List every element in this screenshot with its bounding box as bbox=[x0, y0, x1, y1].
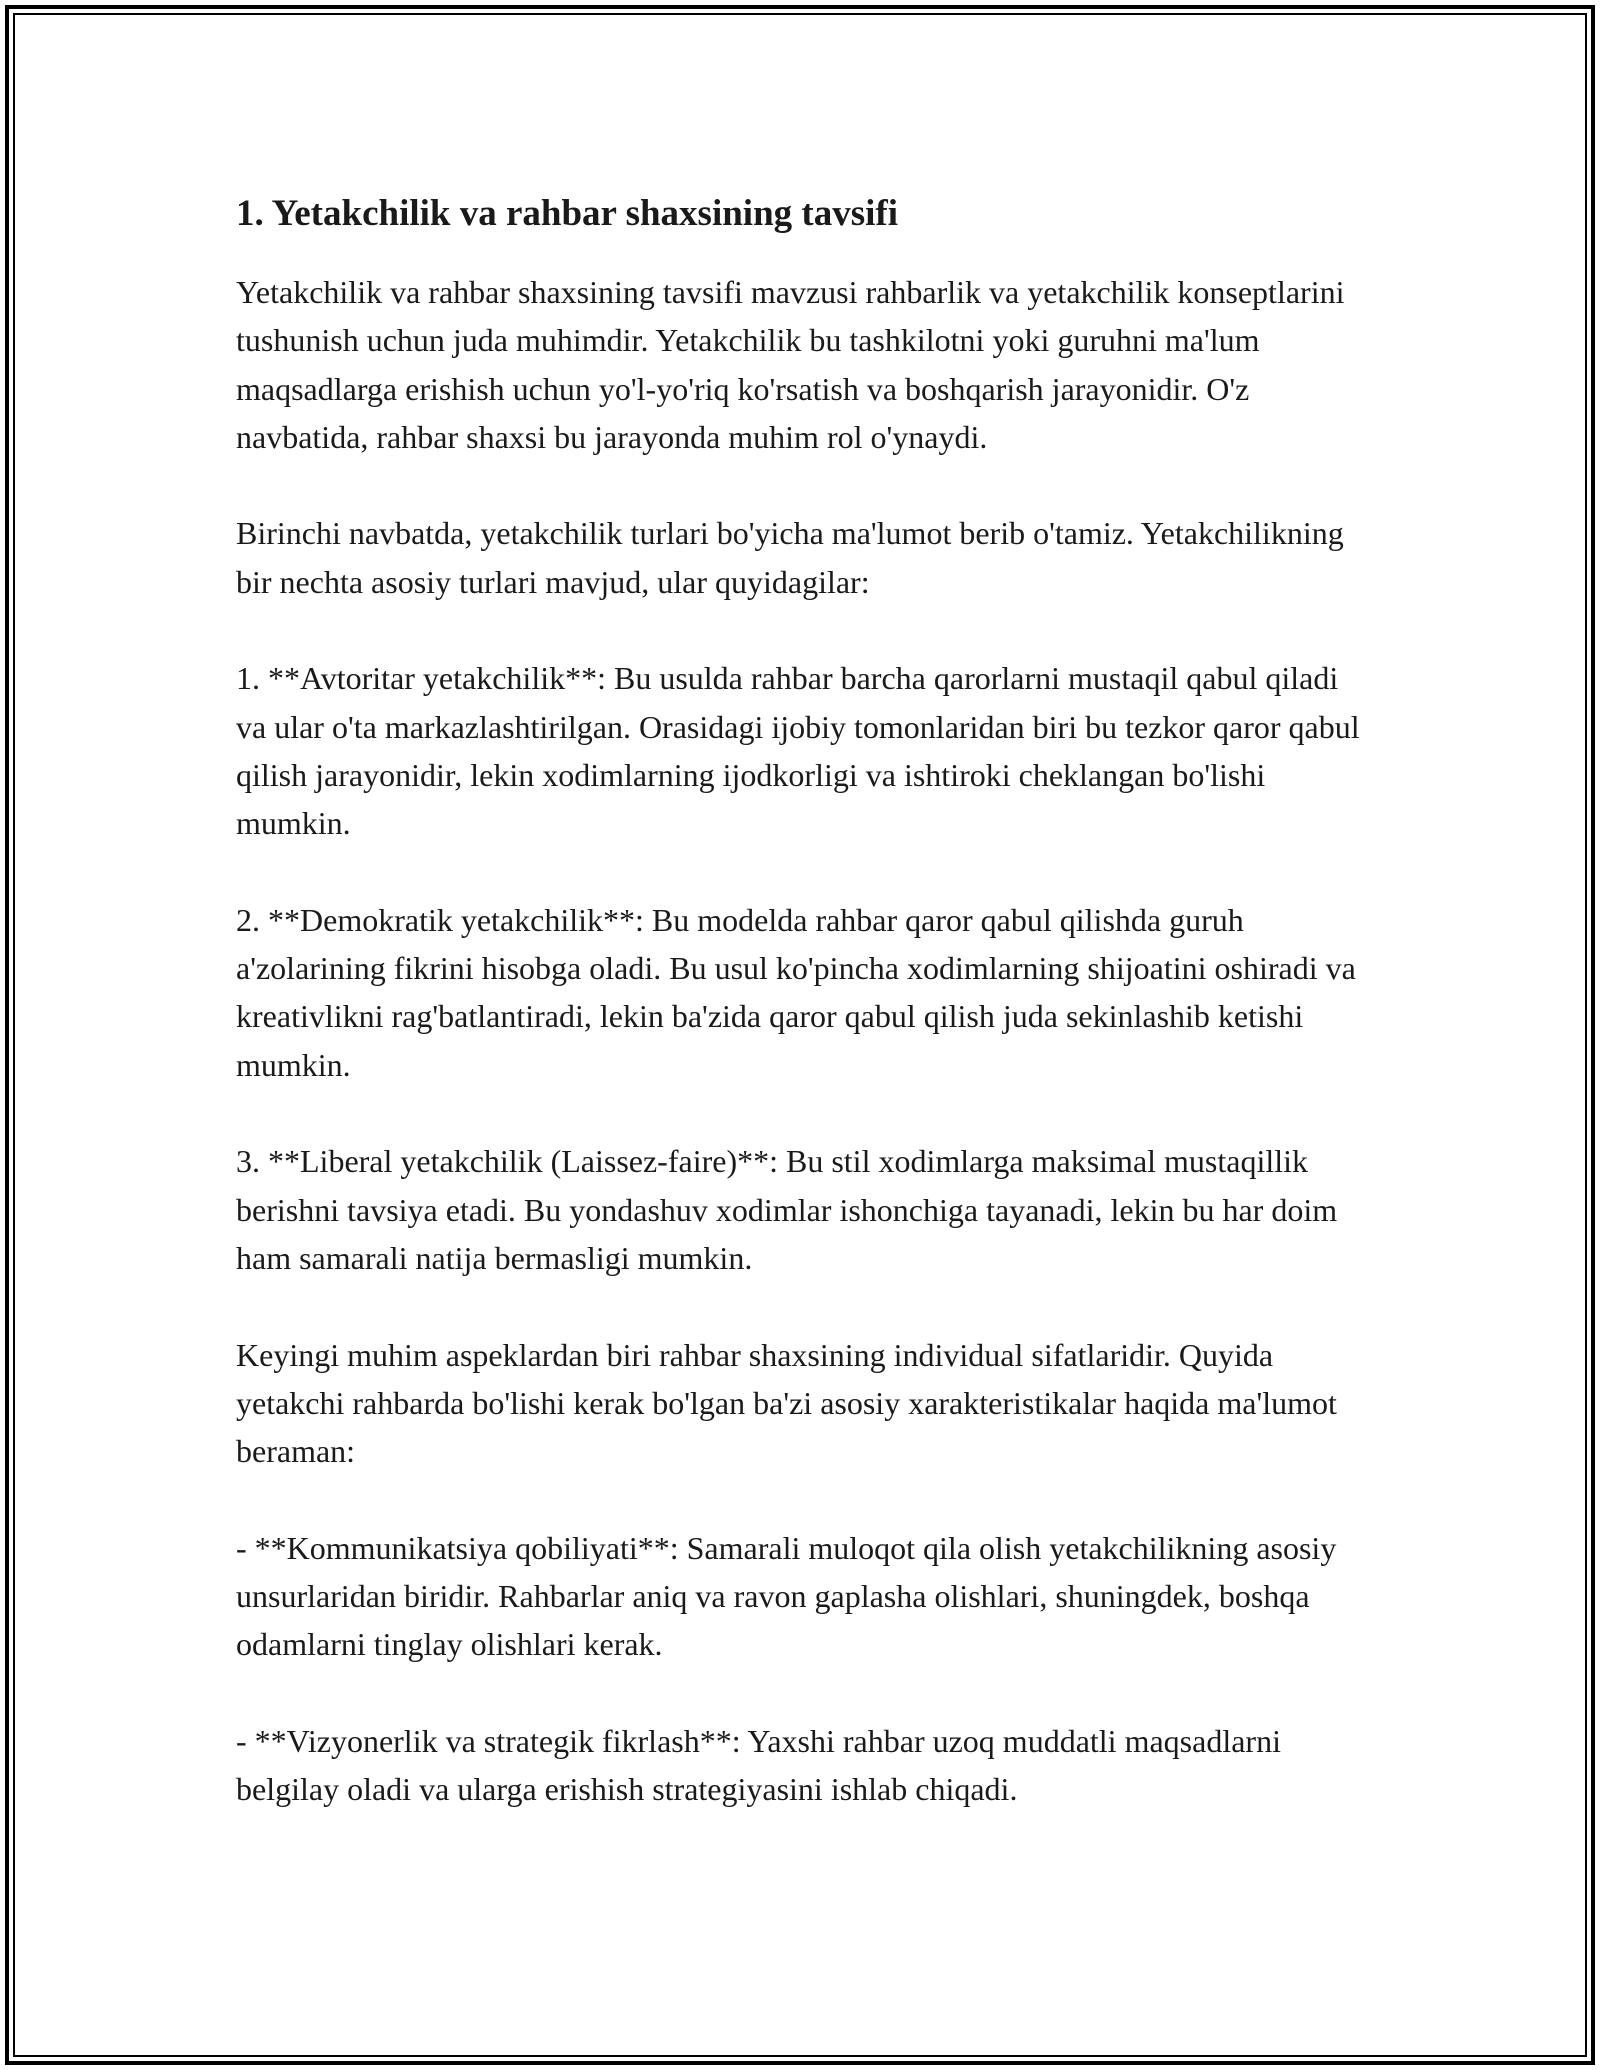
paragraph-authoritarian: 1. **Avtoritar yetakchilik**: Bu usulda rahbar barcha qarorlarni mustaqil qabul qiladi va ular o'ta markazlashtirilgan. Orasidagi ijobiy tomonlaridan biri bu tezkor qaror qabul qilish jarayonidir, lekin xodimlarning ijodkorligi va ishtiroki cheklangan bo'lishi mumkin. bbox=[236, 660, 1360, 842]
paragraph-liberal: 3. **Liberal yetakchilik (Laissez-faire)**: Bu stil xodimlarga maksimal mustaqillik berishni tavsiya etadi. Bu yondashuv xodimlar ishonchiga tayanadi, lekin bu har doim ham samarali natija bermasligi mumkin. bbox=[236, 1143, 1338, 1276]
paragraph-democratic: 2. **Demokratik yetakchilik**: Bu modelda rahbar qaror qabul qilishda guruh a'zolarining fikrini hisobga oladi. Bu usul ko'pincha xodimlarning shijoatini oshiradi va kreativlikni rag'batlantiradi, lekin ba'zida qaror qabul qilish juda sekinlashib ketishi mumkin. bbox=[236, 901, 1356, 1083]
paragraph-communication: - **Kommunikatsiya qobiliyati**: Samarali muloqot qila olish yetakchilikning asosiy unsurlaridan biridir. Rahbarlar aniq va ravon gaplasha olishlari, shuningdek, boshqa odamlarni tinglay olishlari kerak. bbox=[236, 1529, 1337, 1663]
paragraph-vision: - **Vizyonerlik va strategik fikrlash**: Yaxshi rahbar uzoq muddatli maqsadlarni belgilay oladi va ularga erishish strategiyasini ishlab chiqadi. bbox=[236, 1722, 1281, 1808]
document-title: 1. Yetakchilik va rahbar shaxsining tavsifi bbox=[236, 193, 899, 234]
document-body bbox=[236, 190, 1376, 1814]
paragraph-leadership-types-intro: Birinchi navbatda, yetakchilik turlari bo'yicha ma'lumot berib o'tamiz. Yetakchilikning bir nechta asosiy turlari mavjud, ular quyidagilar: bbox=[236, 515, 1344, 600]
paragraph-qualities-intro: Keyingi muhim aspeklardan biri rahbar shaxsining individual sifatlaridir. Quyida yetakchi rahbarda bo'lishi kerak bo'lgan ba'zi asosiy xarakteristikalar haqida ma'lumot beraman: bbox=[236, 1336, 1337, 1470]
paragraph-intro: Yetakchilik va rahbar shaxsining tavsifi mavzusi rahbarlik va yetakchilik konseptlarini tushunish uchun juda muhimdir. Yetakchilik bu tashkilotni yoki guruhni ma'lum maqsadlarga erishish uchun yo'l-yo'riq ko'rsatish va boshqarish jarayonidir. O'z navbatida, rahbar shaxsi bu jarayonda muhim rol o'ynaydi. bbox=[236, 274, 1345, 455]
